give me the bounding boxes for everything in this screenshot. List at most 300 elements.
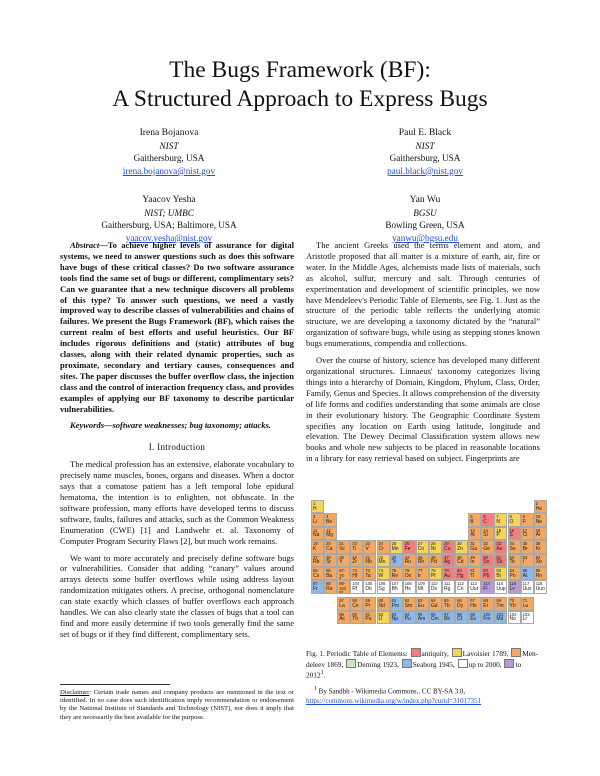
element-number: 59	[365, 598, 371, 604]
keywords: Keywords—software weaknesses; bug taxonomy; attacks.	[70, 419, 271, 430]
element-symbol: **	[339, 590, 344, 594]
author-name: Paul E. Black	[398, 127, 452, 138]
element-number: 86	[535, 568, 541, 573]
element-number: 6	[483, 514, 486, 520]
element-symbol: Ba	[326, 572, 333, 579]
abstract-lead: Abstract	[70, 240, 100, 250]
element-cell	[363, 540, 376, 553]
element-cell	[429, 554, 442, 567]
element-number: 56	[326, 568, 331, 573]
element-number: 23	[365, 541, 371, 547]
element-number: 89-102	[339, 581, 347, 591]
element-number: 54	[535, 554, 541, 560]
footnote-link[interactable]: https://commons.wikimedia.org/w/index.php?curid=31017351	[306, 697, 482, 706]
element-number: 49	[470, 554, 475, 560]
element-symbol: Ar	[535, 532, 541, 539]
element-number: 96	[430, 611, 436, 617]
element-cell	[311, 500, 324, 513]
element-number: 61	[391, 598, 397, 604]
element-number: 118	[535, 581, 543, 587]
element-number: 22	[352, 541, 357, 547]
element-number: 17	[522, 527, 528, 533]
element-cell	[442, 611, 455, 624]
element-number: 108	[404, 581, 412, 587]
footnote-mark: 1	[314, 686, 317, 692]
element-number: 69	[496, 598, 502, 604]
element-cell	[508, 580, 521, 593]
element-cell	[481, 540, 494, 553]
element-symbol: Eu	[417, 602, 424, 609]
legend-modern: up to 2000,	[468, 659, 502, 669]
element-cell	[324, 513, 337, 526]
element-number: 41	[365, 554, 371, 560]
author-location: Bowling Green, USA	[385, 220, 465, 231]
element-cell	[455, 567, 468, 580]
element-number: 32	[483, 541, 488, 547]
element-cell	[481, 611, 494, 624]
legend-swatch-antiquity	[411, 648, 421, 657]
element-symbol: Au	[444, 572, 451, 579]
element-cell	[377, 567, 390, 580]
legend-swatch-lavoisier	[452, 648, 462, 657]
element-symbol: Fl	[483, 585, 488, 592]
element-cell	[468, 554, 481, 567]
element-symbol: Pb	[483, 572, 490, 579]
element-symbol: Uuo	[535, 585, 545, 592]
author-location: Gaithersburg, USA; Baltimore, USA	[101, 220, 237, 231]
element-symbol: Se	[509, 545, 516, 552]
disclaimer	[60, 689, 294, 722]
element-number: 8	[509, 514, 512, 520]
element-cell	[350, 567, 363, 580]
element-number: 57-70	[339, 568, 346, 578]
element-symbol: Ag	[444, 559, 451, 566]
element-cell	[521, 567, 534, 580]
element-cell	[429, 580, 442, 593]
element-number: 47	[444, 554, 449, 560]
element-symbol: Fe	[404, 545, 411, 552]
element-cell	[534, 527, 547, 540]
element-number: 113	[470, 581, 477, 587]
element-cell	[363, 597, 376, 610]
element-symbol: N	[496, 518, 501, 525]
element-number: 25	[391, 541, 397, 547]
legend-seaborg: Seaborg 1945,	[412, 659, 455, 669]
element-number: 55	[313, 568, 318, 573]
element-number: 79	[444, 568, 449, 573]
element-number: 87	[313, 581, 318, 587]
element-number: 30	[457, 541, 462, 547]
element-number: 12	[326, 527, 331, 533]
element-number: 105	[365, 581, 373, 587]
element-cell	[521, 611, 534, 624]
element-symbol: Ni	[430, 545, 436, 552]
element-number: 83	[496, 568, 502, 573]
author-affiliation: NIST	[159, 140, 179, 151]
element-symbol: Tl	[470, 572, 475, 579]
element-symbol: V	[365, 545, 369, 552]
element-cell	[429, 540, 442, 553]
element-symbol: Pd	[430, 559, 438, 566]
element-number: 19	[313, 541, 318, 547]
element-symbol: Sb	[496, 559, 503, 566]
element-cell	[416, 597, 429, 610]
element-symbol: Al	[470, 532, 475, 539]
legend-mendeleev-part1: Men-	[522, 649, 539, 658]
element-cell	[377, 597, 390, 610]
element-cell	[311, 513, 324, 526]
element-number: 4	[326, 514, 329, 520]
element-symbol: No	[509, 616, 516, 623]
author-email[interactable]: paul.black@nist.gov	[387, 165, 463, 176]
element-cell	[494, 580, 507, 593]
element-cell	[521, 597, 534, 610]
element-number: 66	[457, 598, 462, 604]
element-cell	[324, 540, 337, 553]
element-symbol: Hs	[404, 585, 411, 592]
element-cell	[534, 513, 547, 526]
element-number: 53	[522, 554, 528, 560]
element-symbol: Br	[522, 545, 528, 552]
element-number: 115	[496, 581, 504, 587]
element-number: 98	[457, 611, 462, 617]
element-symbol: Cu	[444, 545, 451, 552]
legend-mendeleev-part2: deleev 1869,	[306, 659, 344, 669]
element-cell	[481, 567, 494, 580]
element-number: 48	[457, 554, 462, 560]
element-cell	[468, 567, 481, 580]
element-number: 107	[391, 581, 399, 587]
element-number: 36	[535, 541, 541, 547]
element-number: 102	[509, 611, 517, 617]
element-cell	[442, 597, 455, 610]
element-symbol: Po	[509, 572, 516, 579]
element-number: 60	[378, 598, 384, 604]
element-number: 81	[470, 568, 475, 573]
element-symbol: O	[509, 518, 514, 525]
element-number: 84	[509, 568, 515, 573]
element-symbol: Co	[417, 545, 425, 552]
element-number: 2	[535, 501, 539, 506]
element-cell	[311, 554, 324, 567]
element-symbol: Pa	[365, 616, 372, 623]
author-affiliation: BGSU	[413, 207, 437, 218]
element-cell	[403, 540, 416, 553]
element-cell	[363, 611, 376, 624]
element-number: 57	[339, 598, 344, 604]
element-symbol: Db	[365, 585, 372, 592]
intro-paragraph-1: The medical profession has an extensive, elaborate vocabulary to precisely name muscles, bones, organs and diseases. When a doctor says that a comatose patient has a left temporal lobe epidural hematoma, the intention is to enlighten, not obfuscate. In the software profession, many efforts have developed terms to discuss software, faults, failures and attacks, such as the Common Weakness Enumeration (CWE) [1] and Landwehr et. al. Taxonomy of Computer Program Security Flaws [2], but much work remains.	[60, 459, 294, 546]
element-symbol: Am	[417, 616, 426, 623]
element-cell	[416, 554, 429, 567]
legend-antiquity: antiquity,	[421, 649, 449, 658]
element-symbol: F	[522, 518, 526, 525]
legend-recent: to 2012	[306, 659, 522, 680]
element-number: 28	[430, 541, 436, 547]
element-cell	[377, 540, 390, 553]
element-cell	[508, 611, 521, 624]
element-symbol: B	[470, 518, 474, 525]
element-number: 35	[522, 541, 528, 547]
element-number: 26	[404, 541, 410, 547]
element-symbol: Ga	[470, 545, 477, 552]
element-number: 38	[326, 554, 331, 560]
element-number: 92	[378, 611, 384, 617]
element-symbol: Cs	[313, 572, 320, 579]
element-number: 85	[522, 568, 528, 573]
element-symbol: Cn	[457, 585, 464, 592]
element-cell	[363, 580, 376, 593]
element-cell	[311, 540, 324, 553]
element-number: 91	[365, 611, 371, 617]
legend-swatch-mendeleev	[511, 648, 521, 657]
element-symbol: Sc	[339, 545, 346, 552]
element-cell	[508, 540, 521, 553]
element-symbol: Rg	[444, 585, 451, 592]
right-paragraph-2: Over the course of history, science has developed many different organizational structures. Linnaeus' taxonomy categorizes living things into a hierarchy of Domain, Kingdom, Phylum, Class, Order, Family, Genus and Species. It allows comprehension of the diversity of life forms and codifies understanding that some animals are close in their evolutionary history. The Geographic Coordinate System specifies any location on Earth using latitude, longitude and elevation. The Dewey Decimal Classification system allows new books and whole new subjects to be placed in reasonable locations in a library for easy retrieval based on subject. Fingerprints are	[306, 355, 540, 464]
author-email[interactable]: irena.bojanova@nist.gov	[122, 165, 216, 176]
right-paragraph-1: The ancient Greeks used the terms element and atom, and Aristotle proposed that all matter is a mixture of earth, air, fire or water. In the Middle Ages, alchemists made lists of materials, such as alcohol, sulfur, mercury and salt. Through centuries of experimentation and development of scientific principles, we now have Mendeleev's Periodic Table of Elements, see Fig. 1. Just as the structure of the periodic table reflects the underlying atomic structure, we are developing a taxonomy dictated by the “natural” organization of software bugs, while using as stepping stones known bugs enumerations, compendia and collections.	[306, 240, 540, 349]
element-symbol: Ne	[535, 518, 543, 525]
element-cell	[534, 540, 547, 553]
abstract-text: —To achieve higher levels of assurance for digital systems, we need to answer questions such as does this software have bugs of these critical classes? Do two software assurance tools find the same set of bugs or different, complimentary sets? Can we guarantee that a new technique discovers all problems of this type? To answer such questions, we need a vastly improved way to describe classes of vulnerabilities and chains of failures. We present the Bugs Framework (BF), which raises the current realm of best efforts and useful heuristics. Our BF includes rigorous definitions and (static) attributes of bug classes, along with their related dynamic properties, such as proximate, secondary and tertiary causes, consequences and sites. The paper discusses the buffer overflow class, the injection class and the control of interaction frequency class, and provides examples of applying our BF taxonomy to describe particular vulnerabilities.	[60, 240, 294, 414]
author-block-3	[59, 194, 279, 244]
element-symbol: Rf	[352, 585, 358, 592]
author-block-1	[59, 127, 279, 177]
element-cell	[429, 567, 442, 580]
element-symbol: Tm	[496, 602, 504, 609]
element-symbol: In	[470, 559, 475, 566]
element-symbol: Lv	[509, 585, 515, 592]
intro-paragraph-2: We want to more accurately and precisely define software bugs or vulnerabilities. Consider that adding “canary” values around arrays detects some buffer overflows while using address layout randomization mitigates others. A precise, orthogonal nomenclature can state exactly which classes of buffer overflows each approach handles. We can also clearly state the classes of bugs that a tool can find and more easily determine if two tools generally find the same set of bugs or if they find different, complimentary sets.	[60, 552, 294, 639]
left-column	[60, 240, 294, 646]
element-symbol: Rb	[313, 559, 320, 566]
element-symbol: Sn	[483, 559, 490, 566]
legend-swatch-recent	[504, 659, 514, 668]
element-symbol: K	[313, 545, 317, 552]
element-cell	[521, 580, 534, 593]
element-cell	[403, 597, 416, 610]
element-cell	[468, 611, 481, 624]
element-cell	[363, 567, 376, 580]
element-symbol: Cm	[430, 616, 439, 623]
element-cell	[337, 611, 350, 624]
element-number: 90	[352, 611, 357, 617]
element-number: 97	[444, 611, 449, 617]
element-cell	[521, 527, 534, 540]
element-symbol: Ra	[326, 585, 333, 592]
element-cell	[534, 554, 547, 567]
element-number: 58	[352, 598, 357, 604]
element-symbol: Ca	[326, 545, 333, 552]
element-cell	[416, 611, 429, 624]
element-symbol: Sg	[378, 585, 385, 592]
element-cell	[481, 554, 494, 567]
element-cell	[416, 567, 429, 580]
element-number: 50	[483, 554, 488, 560]
element-cell	[442, 540, 455, 553]
legend-lavoisier: Lavoisier 1789,	[462, 649, 509, 658]
element-symbol: Tb	[444, 602, 450, 609]
element-symbol: Uus	[522, 585, 532, 592]
element-number: 88	[326, 581, 331, 587]
element-cell	[494, 540, 507, 553]
element-symbol: Nb	[365, 559, 372, 566]
element-number: 20	[326, 541, 331, 547]
author-affiliation: NIST; UMBC	[144, 207, 194, 218]
element-cell	[455, 611, 468, 624]
legend-swatch-modern	[458, 659, 468, 668]
element-symbol: Ac	[339, 616, 346, 623]
element-symbol: Lu	[522, 602, 529, 609]
element-cell	[324, 567, 337, 580]
element-cell	[455, 597, 468, 610]
element-cell	[468, 527, 481, 540]
element-cell	[337, 540, 350, 553]
element-cell	[508, 554, 521, 567]
element-symbol: Rn	[535, 572, 543, 579]
element-cell	[494, 513, 507, 526]
caption-prefix: Fig. 1. Periodic Table of Elements	[306, 649, 406, 658]
element-cell	[390, 597, 403, 610]
disclaimer-label: Disclaimer	[60, 689, 90, 696]
element-symbol: Np	[391, 616, 398, 623]
element-number: 67	[470, 598, 475, 604]
element-number: 106	[378, 581, 386, 587]
element-symbol: Hg	[457, 572, 464, 579]
element-symbol: Gd	[430, 602, 438, 609]
element-cell	[494, 597, 507, 610]
element-symbol: Hf	[352, 572, 358, 579]
author-email[interactable]: yaacov.yesha@nist.gov	[125, 232, 213, 243]
element-number: 109	[417, 581, 425, 587]
element-number: 103	[522, 611, 530, 617]
element-number: 9	[522, 514, 525, 520]
element-symbol: Kr	[535, 545, 541, 552]
element-cell	[442, 554, 455, 567]
element-cell	[324, 580, 337, 593]
element-symbol: Ds	[430, 585, 438, 592]
author-affiliation: NIST	[415, 140, 435, 151]
author-block-2	[315, 127, 535, 177]
element-symbol: U	[378, 616, 383, 623]
element-number: 43	[391, 554, 397, 560]
element-symbol: H	[313, 505, 317, 512]
element-symbol: Pr	[365, 602, 371, 609]
element-number: 52	[509, 554, 515, 560]
element-symbol: Th	[352, 616, 359, 623]
element-cell	[481, 580, 494, 593]
element-symbol: Ir	[417, 572, 421, 579]
element-symbol: Er	[483, 602, 489, 609]
element-number: 62	[404, 598, 410, 604]
element-number: 100	[483, 611, 491, 617]
element-number: 24	[378, 541, 384, 547]
caption-end: .	[323, 670, 326, 680]
element-cell	[363, 554, 376, 567]
element-number: 68	[483, 598, 488, 604]
element-number: 111	[444, 581, 451, 587]
element-symbol: Pu	[404, 616, 411, 623]
element-number: 75	[391, 568, 397, 573]
element-number: 89	[339, 611, 344, 617]
right-column	[306, 240, 540, 470]
element-cell	[468, 540, 481, 553]
element-cell	[534, 580, 547, 593]
element-cell	[468, 580, 481, 593]
element-symbol: Sm	[404, 602, 413, 609]
element-cell	[311, 567, 324, 580]
element-cell	[350, 580, 363, 593]
periodic-table-figure	[311, 500, 547, 642]
element-symbol: Bh	[391, 585, 398, 592]
element-cell	[377, 554, 390, 567]
element-cell	[390, 611, 403, 624]
element-symbol: Xe	[535, 559, 542, 566]
legend-swatch-deming	[346, 659, 356, 668]
element-cell	[350, 597, 363, 610]
element-number: 71	[522, 598, 528, 604]
element-cell	[403, 580, 416, 593]
caption-footnote-mark: 1	[320, 670, 324, 677]
element-cell	[403, 611, 416, 624]
author-email[interactable]: yanwu@bgsu.edu	[392, 232, 458, 243]
element-number: 51	[496, 554, 502, 560]
element-number: 42	[378, 554, 384, 560]
element-cell	[390, 567, 403, 580]
paper-title	[0, 56, 600, 114]
element-symbol: Zn	[457, 545, 463, 552]
element-cell	[494, 554, 507, 567]
element-symbol: Sr	[326, 559, 332, 566]
element-number: 46	[430, 554, 436, 560]
element-cell	[350, 540, 363, 553]
footnote-text: By Sandbh - Wikimedia Commons., CC BY-SA 3.0,	[318, 687, 466, 696]
element-cell	[494, 611, 507, 624]
element-symbol: Cl	[522, 532, 528, 539]
author-location: Gaithersburg, USA	[133, 153, 205, 164]
element-cell	[350, 554, 363, 567]
author-name: Yan Wu	[409, 194, 441, 205]
element-number: 13	[470, 527, 475, 533]
element-symbol: Zr	[352, 559, 358, 566]
element-number: 1	[313, 501, 316, 506]
element-symbol: W	[378, 572, 384, 579]
element-cell	[508, 513, 521, 526]
element-symbol: Ho	[470, 602, 477, 609]
section-heading-introduction: I. Introduction	[148, 442, 206, 453]
element-symbol: Cd	[457, 559, 464, 566]
element-symbol: I	[522, 559, 524, 566]
element-symbol: Ce	[352, 602, 359, 609]
element-number: 5	[470, 514, 473, 520]
element-symbol: At	[522, 572, 528, 579]
element-number: 39	[339, 554, 344, 560]
element-symbol: Li	[313, 518, 317, 525]
element-cell	[521, 554, 534, 567]
title-line-2: A Structured Approach to Express Bugs	[112, 86, 488, 112]
element-symbol: Si	[483, 532, 488, 539]
element-number: 77	[417, 568, 423, 573]
element-cell	[390, 580, 403, 593]
element-symbol: Nd	[378, 602, 385, 609]
element-cell	[390, 554, 403, 567]
element-number: 72	[352, 568, 357, 573]
element-symbol: He	[535, 505, 543, 512]
element-symbol: Te	[509, 559, 515, 566]
element-symbol: Bk	[444, 616, 450, 623]
element-symbol: Be	[326, 518, 333, 525]
